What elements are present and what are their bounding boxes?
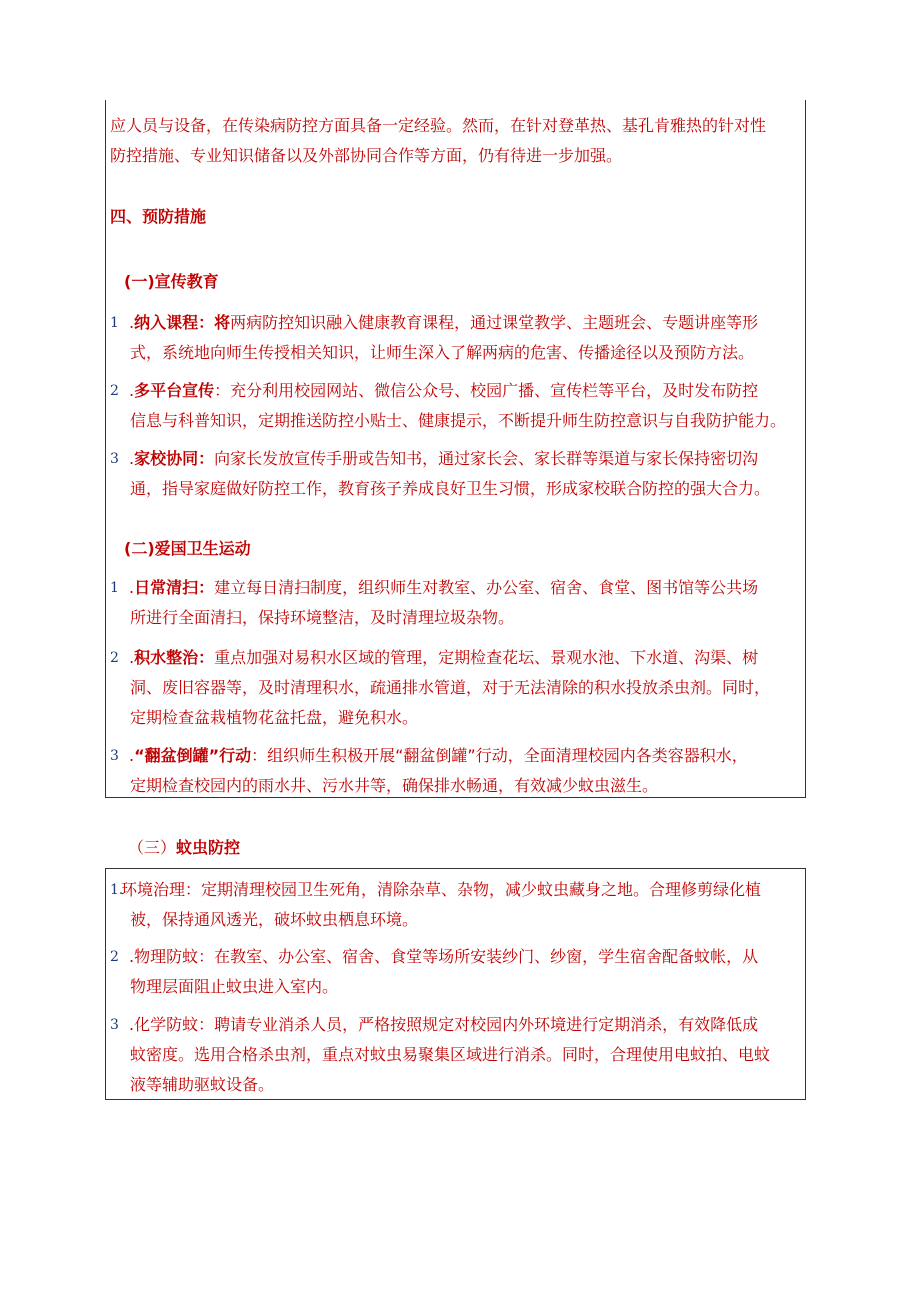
subsection-title-publicity: (一)宣传教育 [124,272,219,291]
item-number: 3 [110,748,119,764]
item-dot: . [129,1015,135,1034]
item-line [129,381,758,401]
item-number: 1 [110,580,119,596]
item-line [129,746,748,766]
item-text: 建立每日清扫制度，组织师生对教室、办公室、宿舍、食堂、图书馆等公共场 [214,578,759,597]
item-line-cont: 物理层面阻止蚊虫进入室内。 [130,977,339,996]
intro-line-1: 应人员与设备，在传染病防控方面具备一定经验。然而，在针对登革热、基孔肯雅热的针对性 [110,116,767,135]
subsection-title-mosquito [128,838,240,858]
item-text: 两病防控知识融入健康教育课程，通过课堂教学、主题班会、专题讲座等形 [230,313,759,332]
item-line [129,449,758,469]
item-line [129,1015,758,1035]
item-dot: . [129,746,135,765]
item-text: 化学防蚊：聘请专业消杀人员，严格按照规定对校园内外环境进行定期消杀，有效降低成 [134,1015,759,1034]
item-dot: . [129,947,135,966]
item-line-cont: 定期检查盆栽植物花盆托盘，避免积水。 [130,708,419,727]
item-number: 2 [110,650,119,666]
item-number: 1. [110,882,124,898]
item-line [129,947,758,967]
item-label: “翻盆倒罐”行动 [134,746,252,765]
item-dot: . [129,449,135,468]
item-number: 3 [110,1017,119,1033]
section-title: 四、预防措施 [110,207,207,226]
item-dot: . [129,648,135,667]
item-text: ：组织师生积极开展“翻盆倒罐”行动，全面清理校园内各类容器积水， [251,746,748,765]
item-number: 2 [110,949,119,965]
item-label: 积水整治： [134,648,215,667]
item-label: 多平台宣传 [134,381,215,400]
item-text: 物理防蚊：在教室、办公室、宿舍、食堂等场所安装纱门、纱窗，学生宿舍配备蚊帐，从 [134,947,759,966]
subsection-paren: （三） [128,838,177,857]
subsection-title-text: 蚊虫防控 [176,838,241,857]
item-text: ：充分利用校园网站、微信公众号、校园广播、宣传栏等平台，及时发布防控 [214,381,759,400]
item-line [129,578,758,598]
item-line-cont: 被，保持通风透光，破坏蚊虫栖息环境。 [130,910,419,929]
item-line-cont: 液等辅助驱蚊设备。 [130,1075,275,1094]
item-label: 纳入课程：将 [134,313,231,332]
item-label: 家校协同： [134,449,215,468]
item-text: 重点加强对易积水区域的管理，定期检查花坛、景观水池、下水道、沟渠、树 [214,648,759,667]
item-dot: . [129,381,135,400]
item-number: 2 [110,383,119,399]
item-dot: . [129,313,135,332]
item-line: 环境治理：定期清理校园卫生死角，清除杂草、杂物，减少蚊虫藏身之地。合理修剪绿化植 [121,880,762,899]
item-line-cont: 蚊密度。选用合格杀虫剂，重点对蚊虫易聚集区域进行消杀。同时，合理使用电蚊拍、电蚊 [130,1045,771,1064]
item-line [129,313,758,333]
item-number: 3 [110,451,119,467]
item-text: 向家长发放宣传手册或告知书，通过家长会、家长群等渠道与家长保持密切沟 [214,449,759,468]
item-line-cont: 洞、废旧容器等，及时清理积水，疏通排水管道，对于无法清除的积水投放杀虫剂。同时， [130,678,771,697]
item-dot: . [129,578,135,597]
item-line [129,648,758,668]
item-line-cont: 式，系统地向师生传授相关知识，让师生深入了解两病的危害、传播途径以及预防方法。 [130,343,755,362]
item-line-cont: 定期检查校园内的雨水井、污水井等，确保排水畅通，有效减少蚊虫滋生。 [130,776,659,795]
item-line-cont: 通，指导家庭做好防控工作，教育孩子养成良好卫生习惯，形成家校联合防控的强大合力。 [130,479,771,498]
subsection-title-sanitation: (二)爱国卫生运动 [124,539,251,558]
item-line-cont: 信息与科普知识，定期推送防控小贴士、健康提示，不断提升师生防控意识与自我防护能力。 [130,411,787,430]
item-number: 1 [110,315,119,331]
item-line-cont: 所进行全面清扫，保持环境整洁，及时清理垃圾杂物。 [130,608,515,627]
item-label: 日常清扫： [134,578,215,597]
intro-line-2: 防控措施、专业知识储备以及外部协同合作等方面，仍有待进一步加强。 [110,146,623,165]
